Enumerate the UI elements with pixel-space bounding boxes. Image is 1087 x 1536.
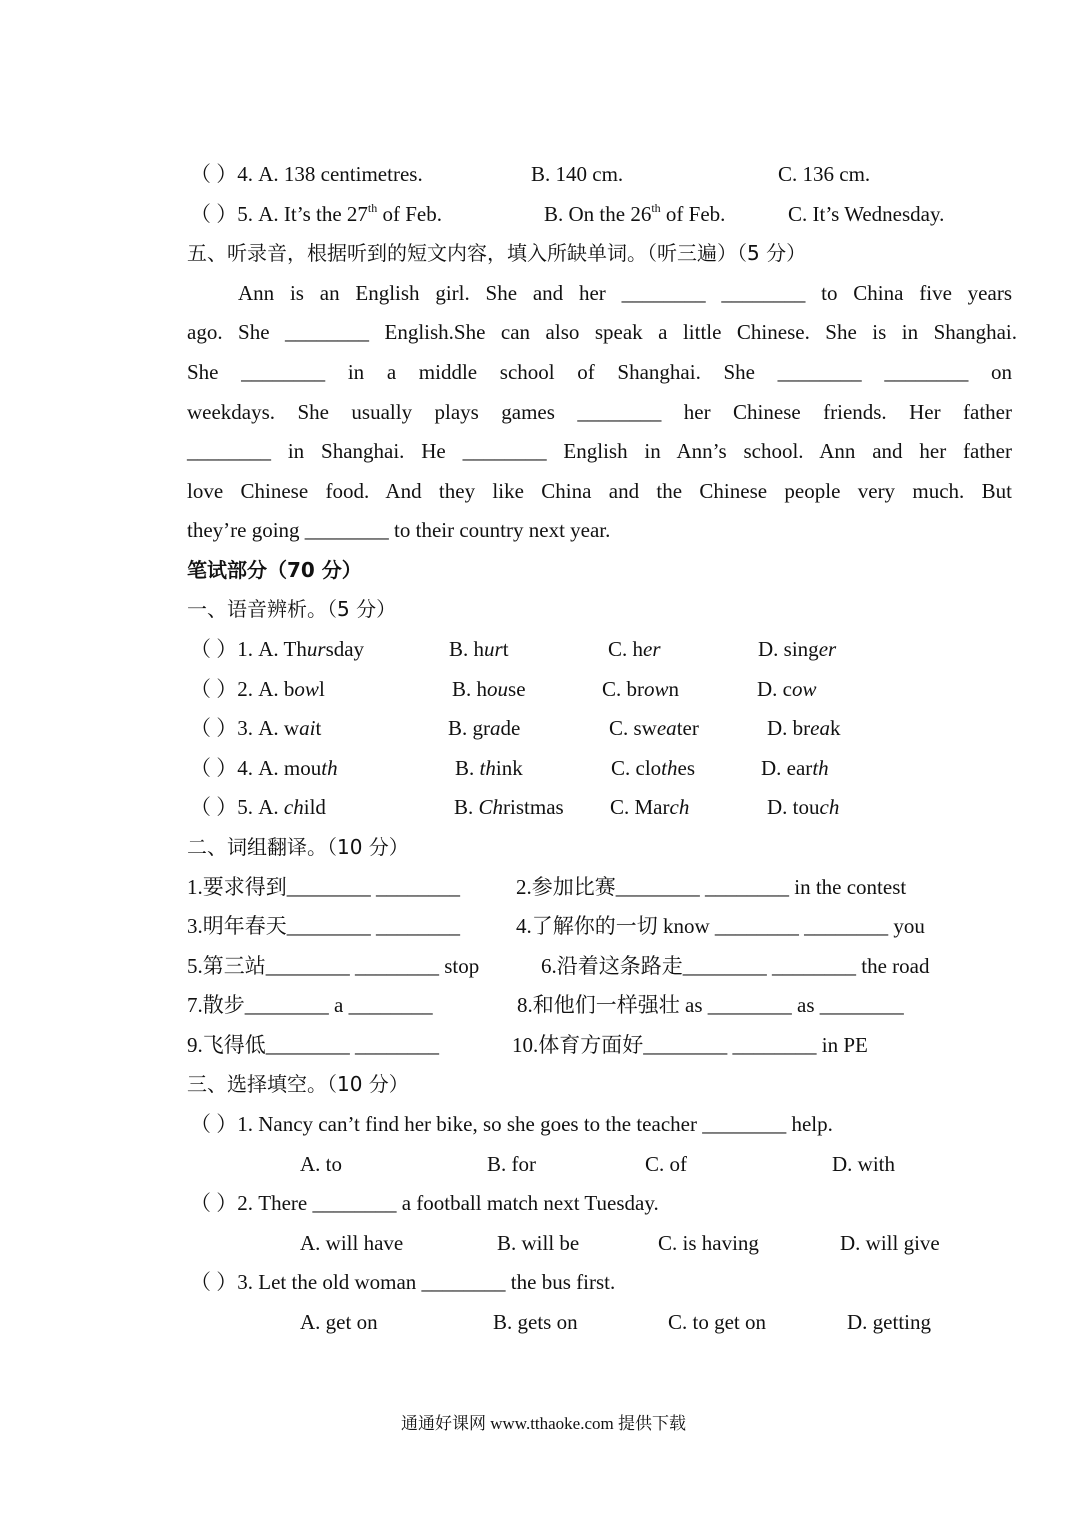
phonics-heading: 一、语音辨析。（5 分） bbox=[187, 597, 397, 621]
passage-line-6: love Chinese food. And they like China and the Chinese people very much. But bbox=[187, 479, 1012, 503]
passage-line-2: ago. She ________ English.She can also speak a little Chinese. She is in Shanghai. bbox=[187, 320, 1017, 344]
q5-option-c: C. It’s Wednesday. bbox=[788, 202, 945, 226]
passage-line-7: they’re going ________ to their country next year. bbox=[187, 518, 611, 542]
q4-stem: （ ）4. A. 138 centimetres. bbox=[190, 162, 423, 186]
choice-question: （ ）3. Let the old woman ________ the bus first. bbox=[190, 1270, 616, 1294]
q4-option-c: C. 136 cm. bbox=[778, 162, 871, 186]
choice-question: （ ）2. There ________ a football match next Tuesday. bbox=[190, 1191, 659, 1215]
passage-line-1: Ann is an English girl. She and her ________ ________ to China five years bbox=[238, 281, 1012, 305]
choice-heading: 三、选择填空。（10 分） bbox=[187, 1072, 409, 1096]
footer-credit: 通通好课网 www.tthaoke.com 提供下载 bbox=[400, 1414, 687, 1433]
choice-question: （ ）1. Nancy can’t find her bike, so she goes to the teacher ________ help. bbox=[190, 1112, 833, 1136]
passage-line-3: She ________ in a middle school of Shanghai. She ________ ________ on bbox=[187, 360, 1012, 384]
written-part-title: 笔试部分（70 分） bbox=[187, 558, 362, 582]
q5-option-b: B. On the 26th of Feb. bbox=[544, 201, 726, 226]
q4-option-b: B. 140 cm. bbox=[531, 162, 624, 186]
passage-line-4: weekdays. She usually plays games ________ her Chinese friends. Her father bbox=[187, 400, 1012, 424]
q5-option-a: （ ）5. A. It’s the 27th of Feb. bbox=[190, 201, 442, 226]
section5-heading: 五、听录音，根据听到的短文内容，填入所缺单词。（听三遍）（5 分） bbox=[187, 241, 807, 265]
translation-heading: 二、词组翻译。（10 分） bbox=[187, 835, 409, 859]
passage-line-5: ________ in Shanghai. He ________ English in Ann’s school. Ann and her father bbox=[187, 439, 1012, 463]
